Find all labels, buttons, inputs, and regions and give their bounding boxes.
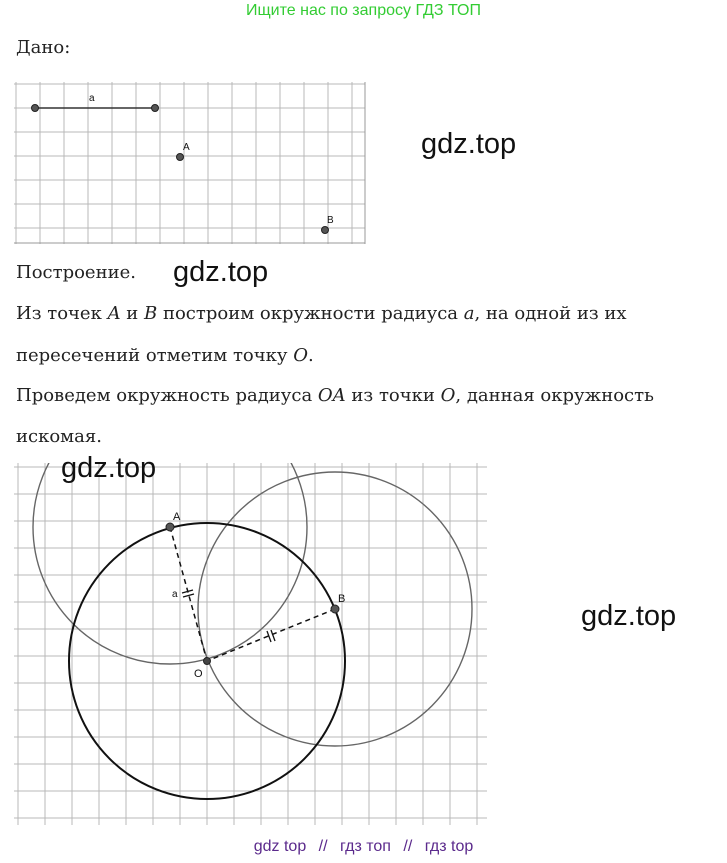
construction-step-2: пересечений отметим точку O. — [16, 345, 314, 366]
segment-a-label: a — [89, 93, 95, 104]
point-b — [322, 227, 329, 234]
construction-label: Построение. — [16, 262, 136, 283]
point-b — [331, 605, 339, 613]
point-a — [166, 523, 174, 531]
footer-link[interactable]: гдз топ — [340, 838, 391, 855]
point-b-label: B — [327, 215, 334, 226]
point-a — [177, 154, 184, 161]
search-banner[interactable]: Ищите нас по запросу ГДЗ ТОП — [246, 2, 481, 19]
point-o-label: O — [194, 668, 203, 680]
construction-step-1: Из точек A и B построим окружности радиуса a, на одной из их — [16, 303, 627, 324]
footer-separator: // — [403, 838, 413, 855]
footer-separator: // — [318, 838, 328, 855]
segment-endpoint-right — [152, 105, 159, 112]
footer-link[interactable]: гдз top — [424, 838, 474, 855]
circle-around-a — [33, 463, 307, 664]
construction-step-3: Проведем окружность радиуса OA из точки O, данная окружность — [16, 385, 654, 406]
point-b-label: B — [338, 593, 346, 605]
point-o — [204, 658, 211, 665]
watermark: gdz.top — [61, 452, 157, 484]
grid — [14, 82, 365, 244]
point-a-label: A — [173, 511, 181, 523]
construction-figure — [14, 463, 488, 825]
watermark: gdz.top — [173, 256, 269, 288]
given-figure — [14, 82, 366, 244]
construction-step-4: искомая. — [16, 426, 102, 447]
segment-endpoint-left — [32, 105, 39, 112]
footer-link[interactable]: gdz top — [253, 838, 307, 855]
radius-a-label: a — [172, 589, 178, 600]
radius-ob — [207, 609, 335, 661]
point-a-label: A — [183, 142, 190, 153]
footer-links — [0, 838, 727, 856]
watermark: gdz.top — [421, 128, 517, 160]
given-label: Дано: — [16, 37, 71, 58]
watermark: gdz.top — [581, 600, 677, 632]
